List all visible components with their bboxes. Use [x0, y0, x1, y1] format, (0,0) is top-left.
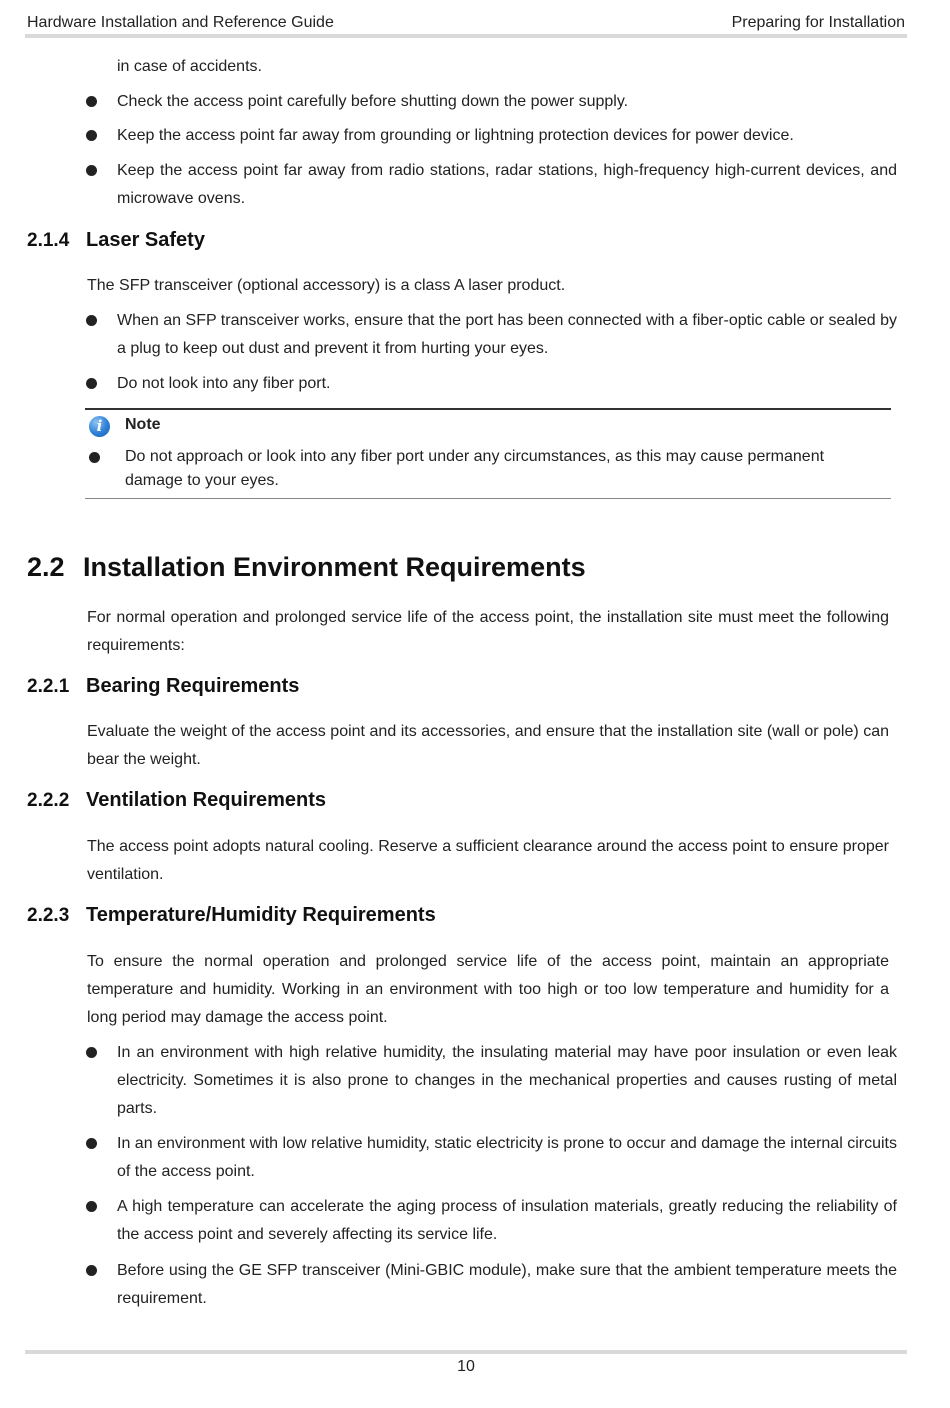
section-title: Laser Safety [86, 229, 205, 251]
note-label: Note [125, 416, 161, 433]
section-number: 2.2 [27, 552, 65, 582]
list-item: A high temperature can accelerate the aging process of insulation materials, greatly reducing the reliability of the access point and severely affecting its service life. [117, 1198, 897, 1243]
bullet-icon [86, 88, 98, 100]
bullet-icon [86, 1193, 98, 1205]
list-item: Before using the GE SFP transceiver (Mini-GBIC module), make sure that the ambient temperature meets the requirement. [117, 1262, 897, 1307]
bullet-icon [89, 448, 101, 460]
page-number: 10 [457, 1358, 475, 1375]
list-item: Check the access point carefully before shutting down the power supply. [117, 93, 629, 110]
bullet-icon [86, 370, 98, 382]
list-item: Keep the access point far away from radio stations, radar stations, high-frequency high-current devices, and microwave ovens. [117, 162, 897, 207]
list-item: In an environment with high relative humidity, the insulating material may have poor insulation or even leak electricity. Sometimes it is also prone to changes in the mechanical properties and causes rusting of metal parts. [117, 1044, 897, 1117]
section-heading-bearing [27, 675, 299, 698]
section-title: Ventilation Requirements [86, 789, 327, 811]
list-item: When an SFP transceiver works, ensure that the port has been connected with a fiber-optic cable or sealed by a plug to keep out dust and prevent it from hurting your eyes. [117, 312, 897, 357]
section-number: 2.2.3 [27, 905, 70, 926]
list-item: Keep the access point far away from grounding or lightning protection devices for power device. [117, 127, 794, 144]
list-item: In an environment with low relative humidity, static electricity is prone to occur and damage the internal circuits of the access point. [117, 1135, 897, 1180]
paragraph: To ensure the normal operation and prolonged service life of the access point, maintain an appropriate temperature and humidity. Working in an environment with too high or too low temperature and humidity for a long period may damage the access point. [87, 953, 889, 1026]
bullet-icon [86, 122, 98, 134]
section-number: 2.2.1 [27, 676, 70, 697]
header-chapter-title: Preparing for Installation [731, 14, 905, 31]
header-divider [25, 34, 907, 38]
section-title: Temperature/Humidity Requirements [86, 904, 436, 926]
info-icon: i [89, 416, 110, 437]
paragraph: Evaluate the weight of the access point and its accessories, and ensure that the installation site (wall or pole) can bear the weight. [87, 723, 889, 768]
section-number: 2.2.2 [27, 790, 70, 811]
section-heading-temperature-humidity [27, 904, 436, 927]
section-heading-laser-safety [27, 229, 205, 252]
bullet-icon [86, 307, 98, 319]
paragraph: The access point adopts natural cooling. Reserve a sufficient clearance around the access point to ensure proper ventilation. [87, 838, 889, 883]
paragraph: The SFP transceiver (optional accessory) is a class A laser product. [87, 277, 566, 294]
note-box [85, 408, 891, 499]
section-number: 2.1.4 [27, 230, 70, 251]
bullet-icon [86, 157, 98, 169]
page-header [25, 12, 907, 34]
section-heading-ventilation [27, 789, 326, 812]
chapter-heading-installation-environment [27, 552, 586, 583]
footer-divider [25, 1350, 907, 1354]
list-item-continuation: in case of accidents. [117, 58, 262, 75]
section-title: Bearing Requirements [86, 675, 300, 697]
bullet-icon [86, 1130, 98, 1142]
section-title: Installation Environment Requirements [83, 552, 586, 582]
header-document-title: Hardware Installation and Reference Guide [27, 14, 334, 31]
bullet-icon [86, 1039, 98, 1051]
note-text: Do not approach or look into any fiber port under any circumstances, as this may cause permanent damage to your eyes. [125, 448, 825, 489]
list-item: Do not look into any fiber port. [117, 375, 331, 392]
bullet-icon [86, 1257, 98, 1269]
paragraph: For normal operation and prolonged service life of the access point, the installation site must meet the following requirements: [87, 609, 889, 654]
